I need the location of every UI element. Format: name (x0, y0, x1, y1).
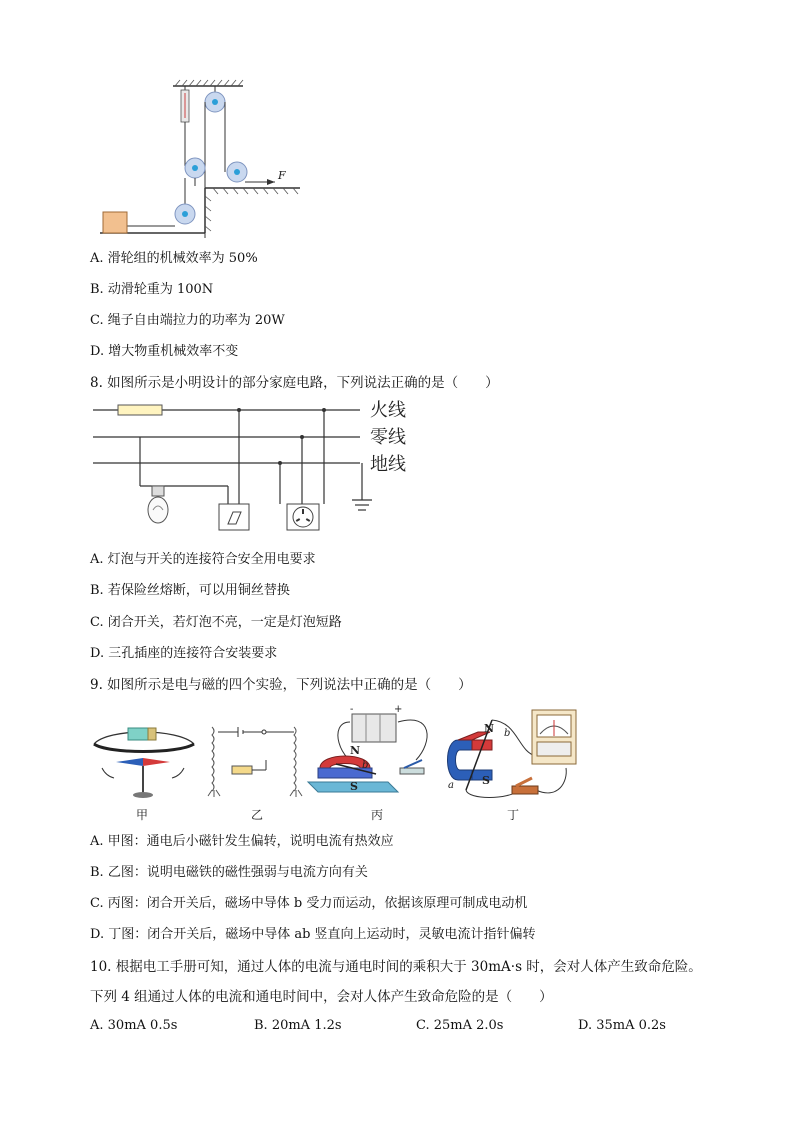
caption-yi: 乙 (251, 808, 264, 822)
ding-n-label: N (484, 722, 495, 735)
figure-ding (448, 710, 577, 798)
bing-plus-label: + (394, 704, 403, 715)
q7-option-a: A. 滑轮组的机械效率为 50% (90, 251, 258, 266)
q10-stem-line2: 下列 4 组通过人体的电流和通电时间中，会对人体产生致命危险的是（ ） (90, 989, 553, 1005)
household-circuit-diagram (88, 398, 418, 536)
bing-s-label: S (350, 780, 358, 793)
bing-minus-label: - (350, 704, 354, 715)
q7-option-d: D. 增大物重机械效率不变 (90, 344, 239, 359)
q8-option-b: B. 若保险丝熔断，可以用铜丝替换 (90, 583, 290, 598)
caption-ding: 丁 (507, 808, 520, 822)
ground-wire-label: 地线 (370, 454, 406, 475)
q9-option-b: B. 乙图：说明电磁铁的磁性强弱与电流方向有关 (90, 865, 368, 880)
caption-jia: 甲 (136, 808, 149, 822)
q9-stem: 9. 如图所示是电与磁的四个实验，下列说法中正确的是（ ） (90, 677, 472, 693)
q7-option-c: C. 绳子自由端拉力的功率为 20W (90, 313, 285, 328)
electromagnetism-experiments-figure (88, 702, 588, 802)
neutral-wire-label: 零线 (370, 427, 406, 448)
q8-option-a: A. 灯泡与开关的连接符合安全用电要求 (90, 552, 316, 567)
force-label: F (278, 169, 286, 182)
bing-n-label: N (350, 744, 361, 757)
figure-jia (94, 728, 194, 798)
q8-stem: 8. 如图所示是小明设计的部分家庭电路，下列说法正确的是（ ） (90, 375, 499, 391)
q10-option-a: A. 30mA 0.5s (90, 1018, 178, 1033)
ding-a-label: a (448, 780, 454, 791)
pulley-diagram (95, 78, 310, 240)
ding-s-label: S (482, 774, 490, 787)
figure-yi (208, 727, 302, 797)
q9-option-a: A. 甲图：通电后小磁针发生偏转，说明电流有热效应 (90, 834, 394, 849)
q8-option-c: C. 闭合开关，若灯泡不亮，一定是灯泡短路 (90, 615, 342, 630)
q9-option-d: D. 丁图：闭合开关后，磁场中导体 ab 竖直向上运动时，灵敏电流计指针偏转 (90, 927, 536, 942)
q7-option-b: B. 动滑轮重为 100N (90, 282, 214, 297)
q10-stem-line1: 10. 根据电工手册可知，通过人体的电流与通电时间的乘积大于 30mA·s 时，会对人体产生致命危险。 (90, 959, 702, 975)
bing-b-label: b (362, 760, 369, 771)
figure-bing (308, 704, 427, 793)
live-wire-label: 火线 (370, 400, 406, 421)
ding-b-label: b (504, 728, 511, 739)
q8-option-d: D. 三孔插座的连接符合安装要求 (90, 646, 278, 661)
q10-option-b: B. 20mA 1.2s (254, 1018, 342, 1033)
caption-bing: 丙 (371, 808, 384, 822)
q10-option-c: C. 25mA 2.0s (416, 1018, 504, 1033)
q10-option-d: D. 35mA 0.2s (578, 1018, 666, 1033)
q9-option-c: C. 丙图：闭合开关后，磁场中导体 b 受力而运动，依据该原理可制成电动机 (90, 896, 528, 911)
